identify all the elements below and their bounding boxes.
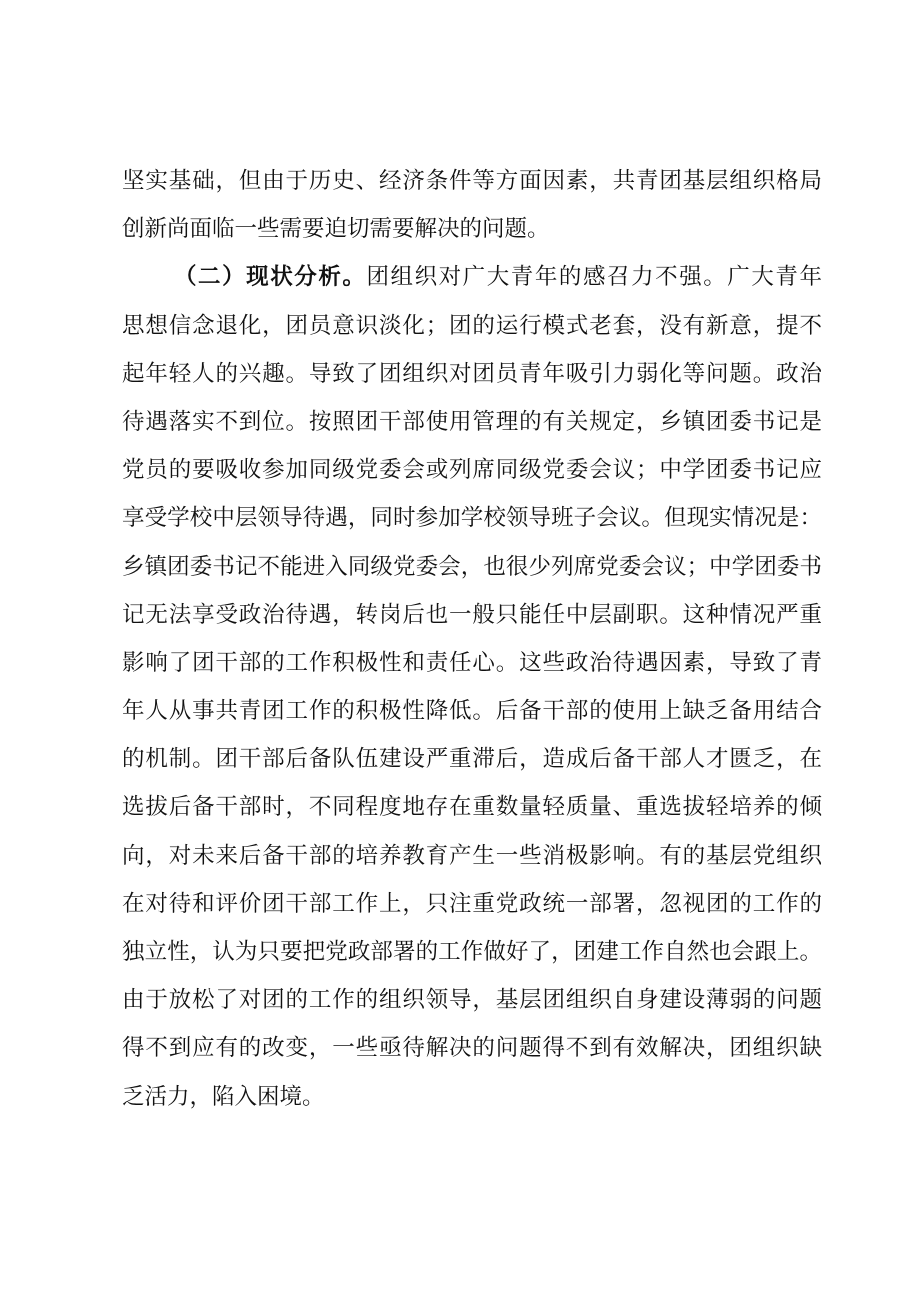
paragraph-line: 在对待和评价团干部工作上，只注重党政统一部署，忽视团的工作的 xyxy=(122,890,822,917)
paragraph-line: 享受学校中层领导待遇，同时参加学校领导班子会议。但现实情况是： xyxy=(122,505,822,532)
section-heading: （二）现状分析。 xyxy=(174,264,367,291)
paragraph-line: 得不到应有的改变，一些亟待解决的问题得不到有效解决，团组织缺 xyxy=(122,1035,822,1062)
paragraph-line: 思想信念退化，团员意识淡化；团的运行模式老套，没有新意，提不 xyxy=(122,312,822,339)
paragraph-line: 独立性，认为只要把党政部署的工作做好了，团建工作自然也会跟上。 xyxy=(122,939,822,965)
paragraph-line: 乏活力，陷入困境。 xyxy=(122,1083,325,1110)
document-body xyxy=(122,157,822,1121)
paragraph-line: 选拔后备干部时，不同程度地存在重数量轻质量、重选拔轻培养的倾 xyxy=(122,794,822,821)
first-line-text: 团组织对广大青年的感召力不强。广大青年 xyxy=(366,264,822,291)
paragraph-line: 的机制。团干部后备队伍建设严重滞后，造成后备干部人才匮乏，在 xyxy=(122,746,822,773)
paragraph-line: 党员的要吸收参加同级党委会或列席同级党委会议；中学团委书记应 xyxy=(122,457,822,484)
paragraph-line: 坚实基础，但由于历史、经济条件等方面因素，共青团基层组织格局 xyxy=(122,168,822,194)
paragraph-line: 创新尚面临一些需要迫切需要解决的问题。 xyxy=(122,216,550,243)
paragraph-line: 乡镇团委书记不能进入同级党委会，也很少列席党委会议；中学团委书 xyxy=(122,553,822,580)
paragraph-line: 年人从事共青团工作的积极性降低。后备干部的使用上缺乏备用结合 xyxy=(122,698,822,725)
paragraph-2 xyxy=(122,253,822,1120)
paragraph-line: 由于放松了对团的工作的组织领导，基层团组织自身建设薄弱的问题 xyxy=(122,987,822,1014)
paragraph-first-line xyxy=(122,253,822,301)
paragraph-1 xyxy=(122,157,822,253)
paragraph-line: 向，对未来后备干部的培养教育产生一些消极影响。有的基层党组织 xyxy=(122,842,822,869)
paragraph-line: 起年轻人的兴趣。导致了团组织对团员青年吸引力弱化等问题。政治 xyxy=(122,360,822,387)
paragraph-line: 影响了团干部的工作积极性和责任心。这些政治待遇因素，导致了青 xyxy=(122,649,822,676)
paragraph-line: 记无法享受政治待遇，转岗后也一般只能任中层副职。这种情况严重 xyxy=(122,601,822,628)
paragraph-line: 待遇落实不到位。按照团干部使用管理的有关规定，乡镇团委书记是 xyxy=(122,408,822,435)
